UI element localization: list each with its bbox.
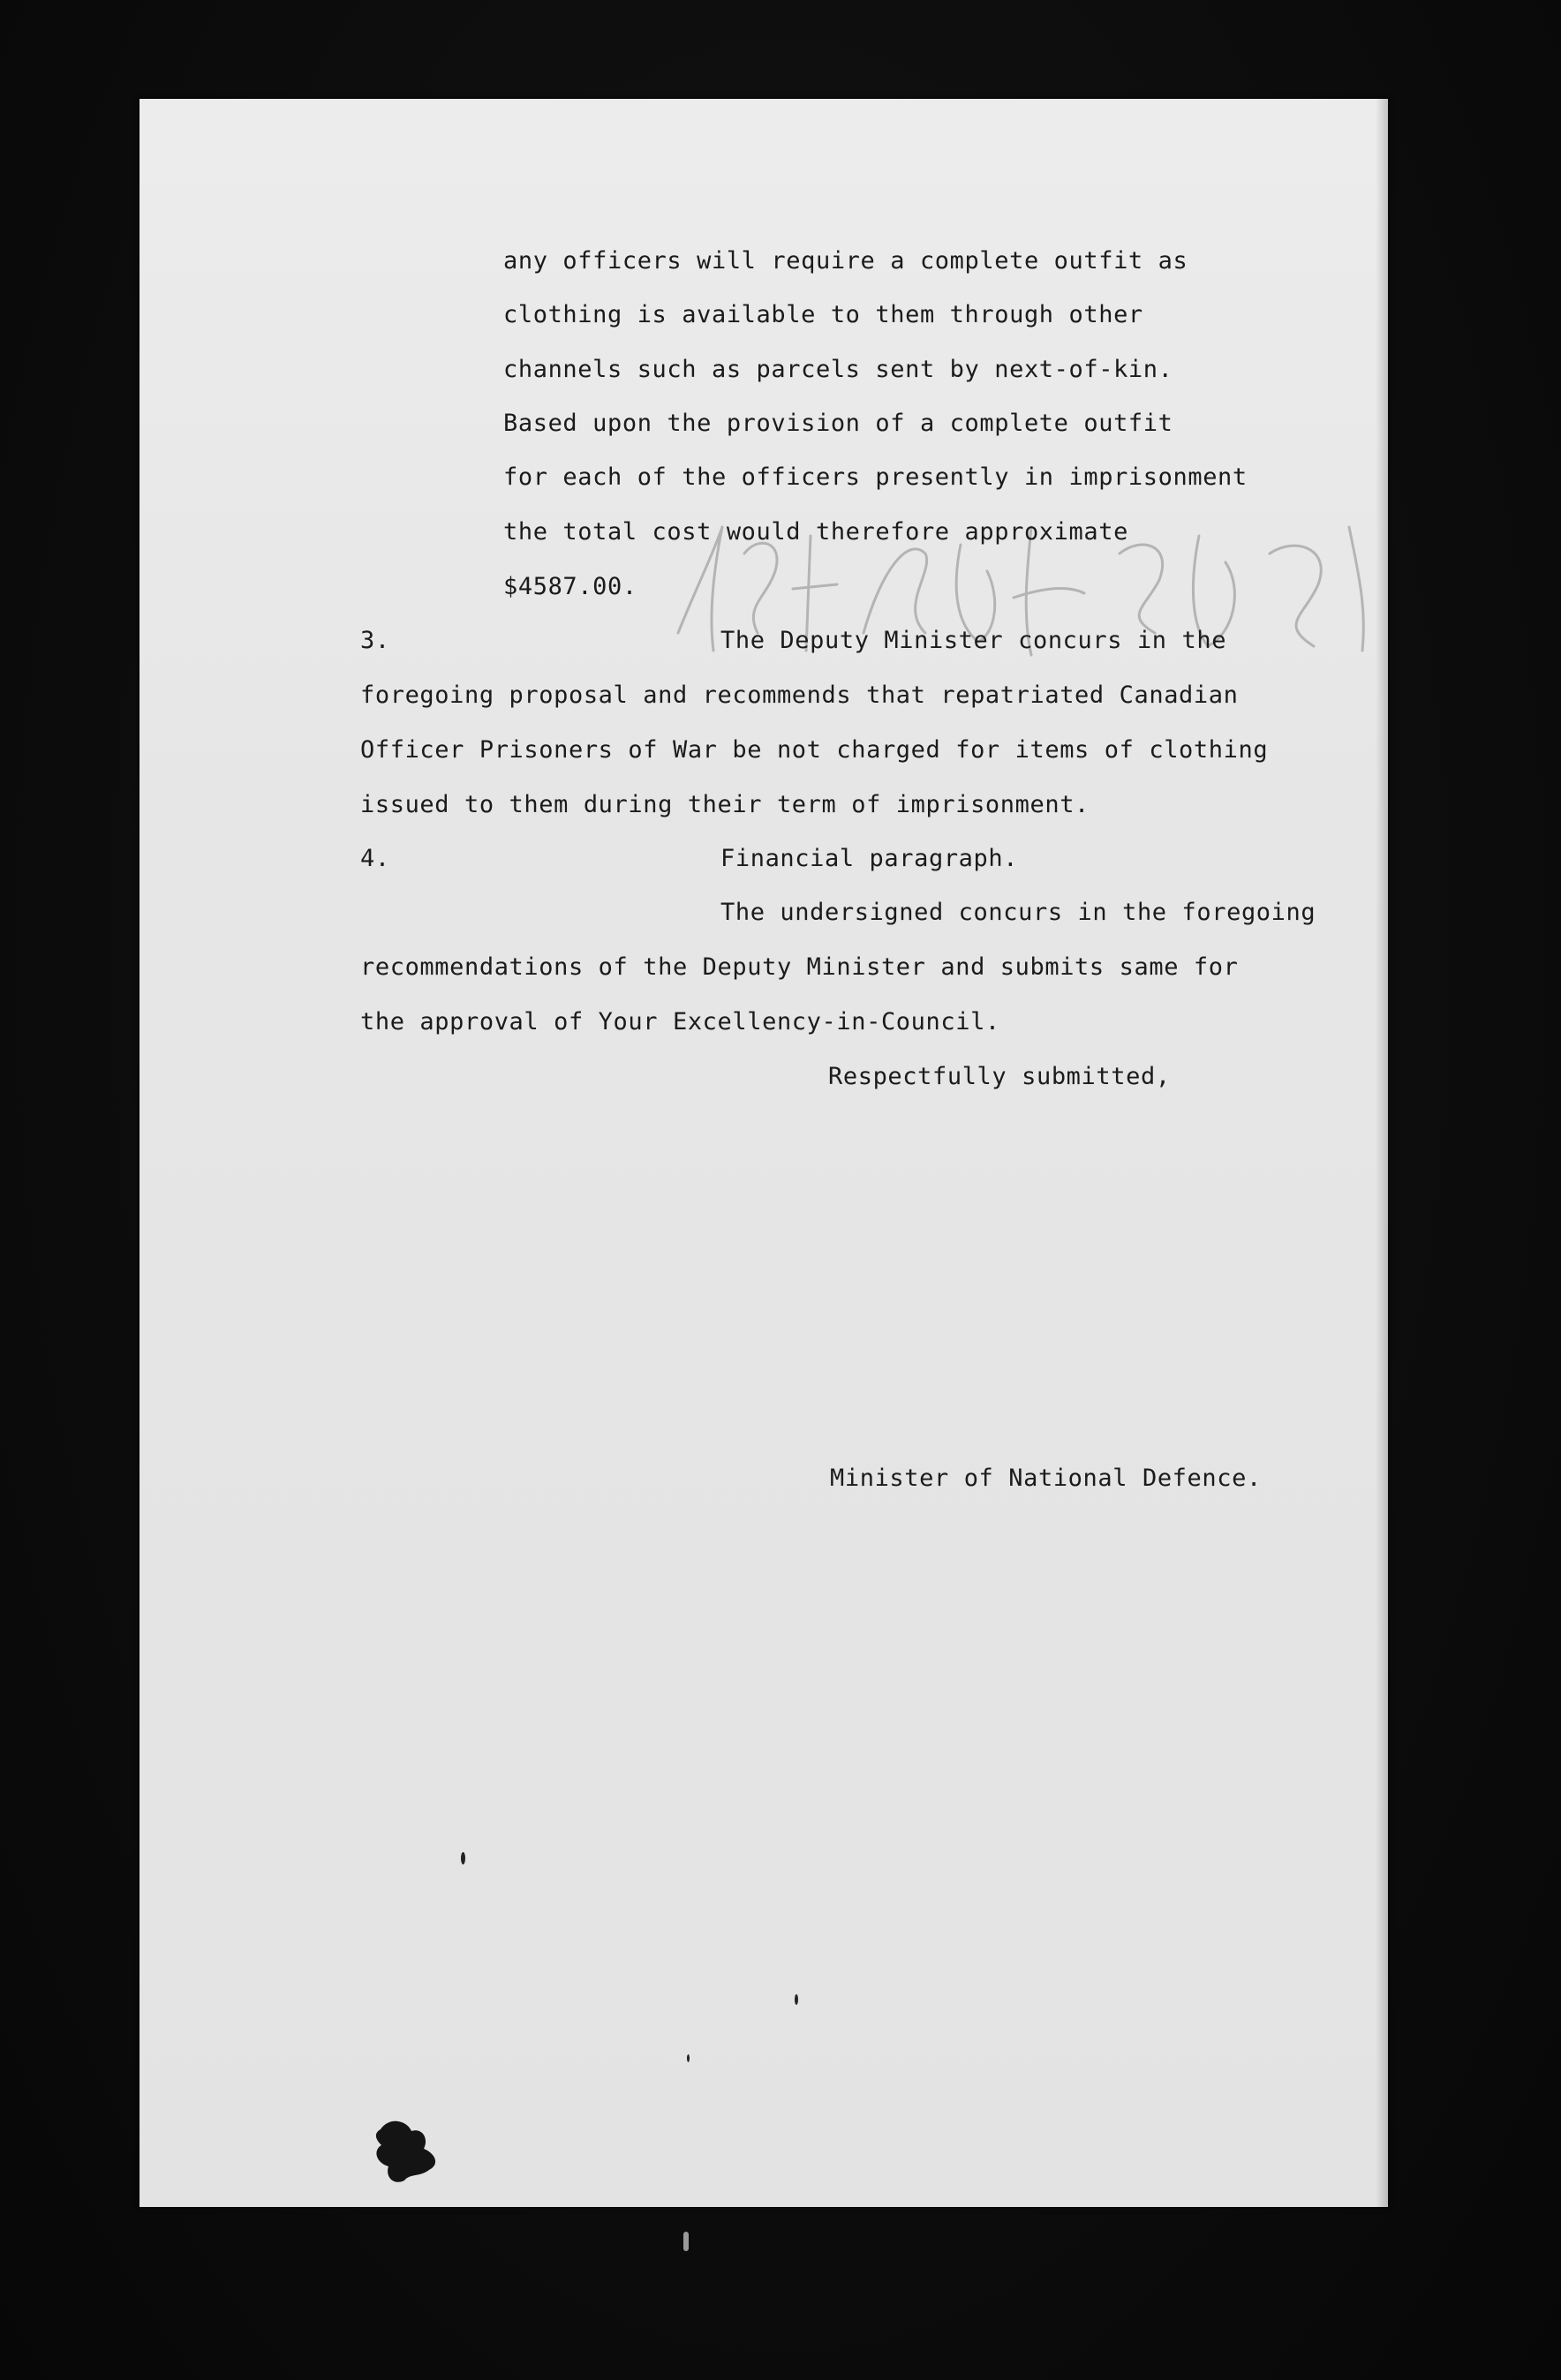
paragraph-3-line-3: issued to them during their term of imprisonment. [360, 791, 1090, 818]
ink-blot [367, 2112, 447, 2191]
signature-title: Minister of National Defence. [830, 1465, 1262, 1492]
closing-paragraph-line-1: recommendations of the Deputy Minister and submits same for [360, 953, 1239, 981]
closing-paragraph-first-line: The undersigned concurs in the foregoing [720, 899, 1316, 926]
speck [795, 1994, 798, 2005]
speck [683, 2232, 689, 2251]
continuation-line-5: for each of the officers presently in imprisonment [503, 463, 1248, 491]
page-edge-shadow [1376, 99, 1388, 2207]
continuation-line-4: Based upon the provision of a complete outfit [503, 410, 1173, 437]
closing-text: Respectfully submitted, [828, 1063, 1171, 1090]
cost-total: $4587.00. [503, 573, 637, 600]
closing-paragraph-line-2: the approval of Your Excellency-in-Council. [360, 1008, 1000, 1036]
paragraph-4-number: 4. [360, 845, 390, 872]
continuation-line-3: channels such as parcels sent by next-of-kin. [503, 356, 1173, 383]
paragraph-3-line-1: foregoing proposal and recommends that repatriated Canadian [360, 682, 1239, 709]
paragraph-3-first-line: The Deputy Minister concurs in the [720, 627, 1227, 654]
speck [687, 2054, 690, 2062]
continuation-line-1: any officers will require a complete outfit as [503, 247, 1188, 275]
paragraph-3-number: 3. [360, 627, 390, 654]
document-page [140, 99, 1388, 2207]
speck [461, 1852, 465, 1864]
paragraph-3-line-2: Officer Prisoners of War be not charged for items of clothing [360, 736, 1269, 764]
paragraph-4-first-line: Financial paragraph. [720, 845, 1019, 872]
continuation-line-6: the total cost would therefore approximate [503, 518, 1128, 546]
continuation-line-2: clothing is available to them through other [503, 301, 1143, 328]
